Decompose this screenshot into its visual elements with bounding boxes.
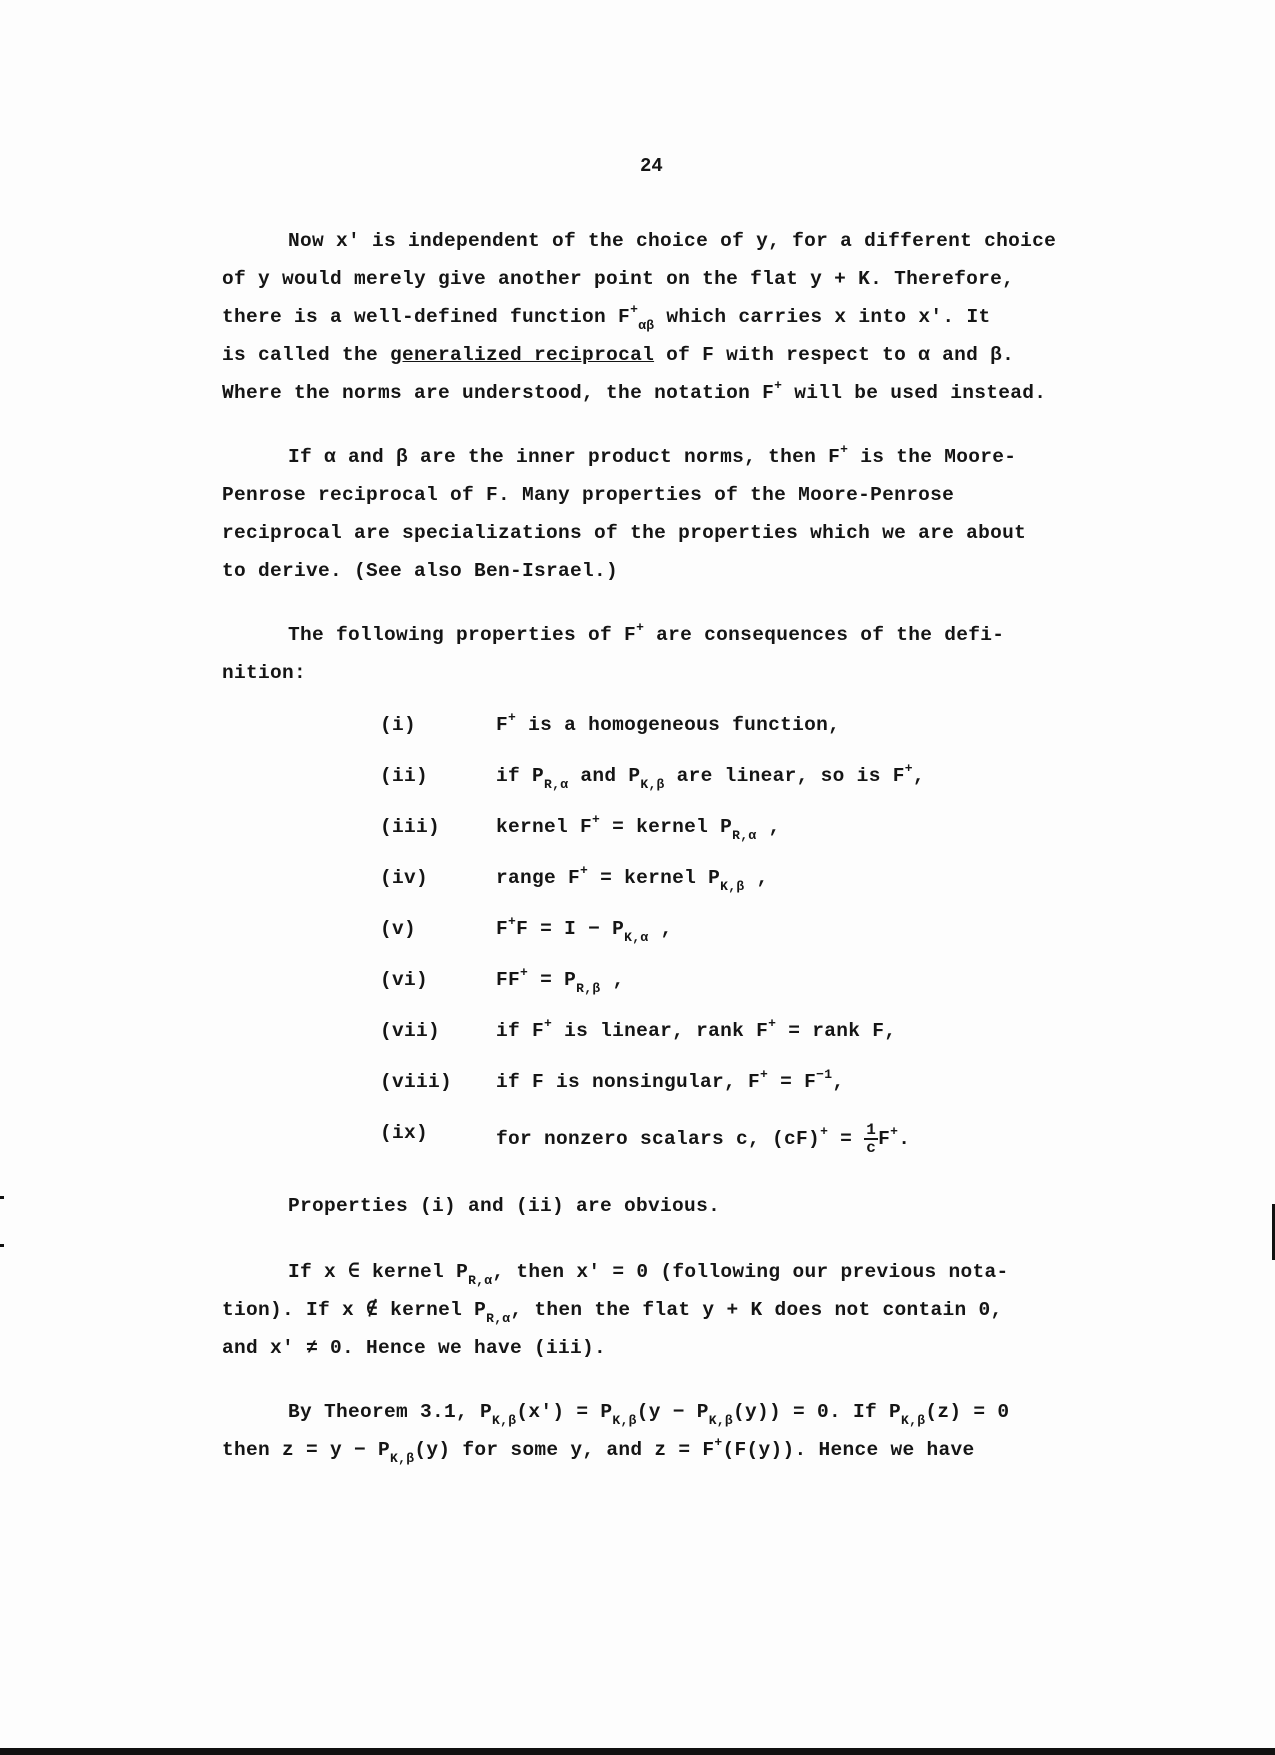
item-text: range F+ = kernel $P_{K,\beta}$ , <box>496 863 769 894</box>
item-text: F+ is a homogeneous function, <box>496 710 841 736</box>
text-line: and x' ≠ 0. Hence we have (iii). <box>222 1337 607 1359</box>
text-line: of y would merely give another point on the flat y + K. Therefore, <box>222 268 1015 290</box>
fraction: $\frac{1}{c}$ <box>866 1121 877 1157</box>
paragraph-moore-penrose <box>222 438 1142 590</box>
text-line: Now x' is independent of the choice of y, for a different choice <box>288 230 1057 252</box>
text-line: then $z = y - P_{K,\beta}(y)$ for some y, and z = F+(F(y)). Hence we have <box>222 1435 975 1466</box>
item-text: if F+ is linear, rank F+ = rank F, <box>496 1016 897 1042</box>
property-item <box>380 812 925 867</box>
item-label: (vi) <box>380 969 429 991</box>
text-line: Penrose reciprocal of F. Many properties of the Moore-Penrose <box>222 484 955 506</box>
scan-bottom-bar <box>0 1748 1275 1755</box>
text-line: reciprocal are specializations of the properties which we are about <box>222 522 1027 544</box>
scan-mark-left-upper <box>0 1196 4 1199</box>
property-item <box>380 1067 925 1122</box>
item-label: (ii) <box>380 765 429 787</box>
property-item <box>380 1016 925 1071</box>
item-label: (v) <box>380 918 417 940</box>
text-line: to derive. (See also Ben-Israel.) <box>222 560 619 582</box>
text-line: By Theorem 3.1, $P_{K,\beta}(x') = P_{K,\beta}(y - P_{K,\beta}(y)) = 0$. If $P_{K,\beta}(z) = 0$ <box>288 1401 1010 1428</box>
text-line: The following properties of F+ are consequences of the defi- <box>288 620 1005 646</box>
text-line: there is a well-defined function $F^+_{\alpha\beta}$ which carries x into x'. It <box>222 302 991 333</box>
item-label: (i) <box>380 714 417 736</box>
paragraph-theorem <box>222 1393 1142 1469</box>
text-line: Where the norms are understood, the notation F+ will be used instead. <box>222 378 1047 404</box>
property-item <box>380 710 925 765</box>
paragraph-generalized-reciprocal <box>222 222 1142 412</box>
property-item <box>380 1122 925 1173</box>
item-label: (vii) <box>380 1020 441 1042</box>
scan-mark-left-lower <box>0 1244 4 1247</box>
text-line: is called the generalized reciprocal of F with respect to α and β. <box>222 344 1015 366</box>
text-line: tion). If x ∉ kernel $P_{R,\alpha}$, then the flat y + K does not contain 0, <box>222 1299 1003 1326</box>
text-line: Properties (i) and (ii) are obvious. <box>288 1195 721 1217</box>
text-line: If α and β are the inner product norms, then F+ is the Moore- <box>288 442 1017 468</box>
paragraph-properties-intro <box>222 616 1142 692</box>
property-item <box>380 914 925 969</box>
item-text: if $P_{R,\alpha}$ and $P_{K,\beta}$ are linear, so is F+, <box>496 761 925 792</box>
page-number: 24 <box>640 155 663 177</box>
item-label: (viii) <box>380 1071 453 1093</box>
text-line: nition: <box>222 662 307 684</box>
text-line: If x ∈ kernel $P_{R,\alpha}$, then x' = 0 (following our previous nota- <box>288 1261 1009 1288</box>
item-label: (iv) <box>380 867 429 889</box>
defined-term: generalized reciprocal <box>390 344 655 366</box>
property-item <box>380 761 925 816</box>
item-text: $FF^+ = P_{R,\beta}$ , <box>496 965 625 996</box>
item-text: for nonzero scalars c, (cF)+ = $\frac{1}{c}$ F+. <box>496 1121 911 1157</box>
item-label: (iii) <box>380 816 441 838</box>
property-item <box>380 965 925 1020</box>
item-text: kernel F+ = kernel $P_{R,\alpha}$ , <box>496 812 781 843</box>
item-label: (ix) <box>380 1122 429 1144</box>
paragraph-kernel-proof <box>222 1253 1142 1367</box>
paragraph-obvious <box>222 1187 1142 1225</box>
item-text: $F^+F = I - P_{K,\alpha}$ , <box>496 914 673 945</box>
properties-list <box>380 710 925 1173</box>
property-item <box>380 863 925 918</box>
item-text: if F is nonsingular, $F^+ = F^{-1}$, <box>496 1067 845 1093</box>
